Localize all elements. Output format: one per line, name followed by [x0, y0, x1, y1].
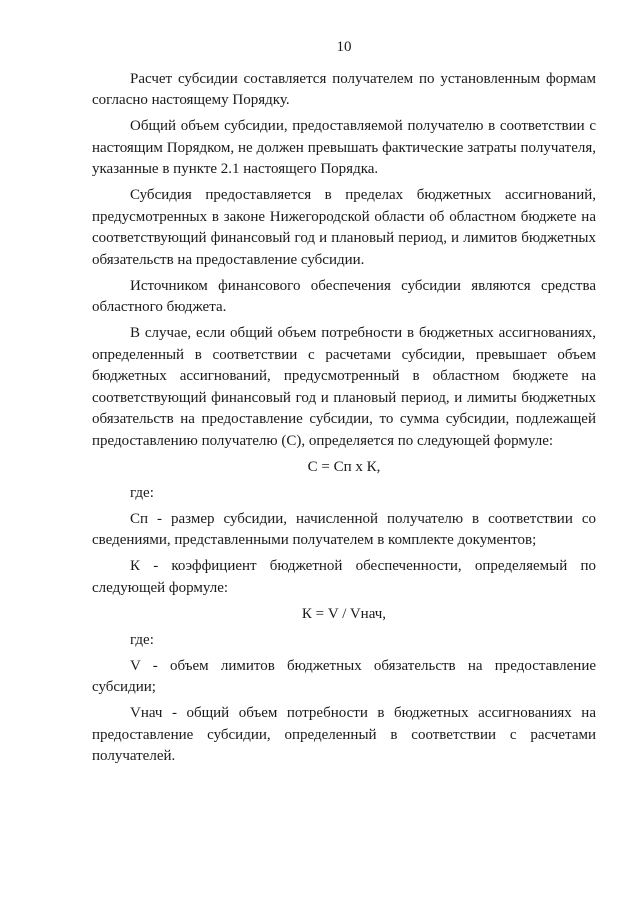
definition-k: К - коэффициент бюджетной обеспеченности, определяемый по следующей формуле: [92, 558, 596, 596]
paragraph-subsidy-limit: Общий объем субсидии, предоставляемой получателю в соответствии с настоящим Порядком, не должен превышать фактические затраты получателя, указанные в пункте 2.1 настоящего Порядка. [92, 118, 596, 177]
definition-vnach: Vнач - общий объем потребности в бюджетных ассигнованиях на предоставление субсидии, определенный в соответствии с расчетами получателей. [92, 705, 596, 764]
paragraph-funding-source: Источником финансового обеспечения субсидии являются средства областного бюджета. [92, 277, 596, 315]
formula-subsidy: С = Сп х К, [307, 458, 381, 475]
page-number: 10 [336, 39, 352, 55]
paragraph-budget-allocations: Субсидия предоставляется в пределах бюджетных ассигнований, предусмотренных в законе Нижегородской области об областном бюджете на соответствующий финансовый год и плановый период, и лимитов бюджетных обязательств на предоставление субсидии. [92, 187, 596, 268]
where-label: где: [130, 631, 154, 648]
definition-v: V - объем лимитов бюджетных обязательств на предоставление субсидии; [92, 657, 596, 695]
document-page [92, 37, 596, 772]
formula-coefficient: К = V / Vнач, [301, 605, 387, 622]
paragraph-excess-need: В случае, если общий объем потребности в бюджетных ассигнованиях, определенный в соответствии с расчетами субсидии, превышает объем бюджетных ассигнований, предусмотренный в областном бюджете на соответствующий финансовый год и плановый период, и лимиты бюджетных обязательств на предоставление субсидии, то сумма субсидии, подлежащей предоставлению получателю (С), определяется по следующей формуле: [92, 325, 596, 449]
paragraph-calculation-form: Расчет субсидии составляется получателем по установленным формам согласно настоящему Порядку. [92, 70, 596, 108]
where-label: где: [130, 484, 154, 501]
definition-sp: Сп - размер субсидии, начисленной получателю в соответствии со сведениями, представленными получателем в комплекте документов; [92, 510, 596, 548]
